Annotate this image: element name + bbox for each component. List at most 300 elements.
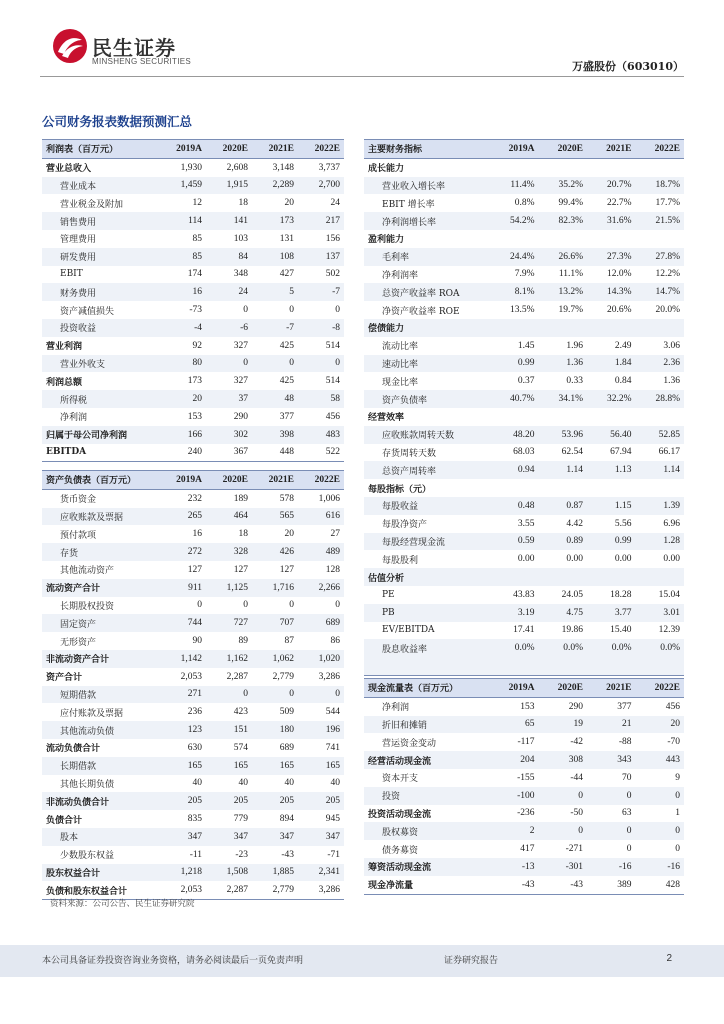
- table-row: [42, 739, 344, 757]
- cell-value: 0: [626, 844, 632, 855]
- cell-value: 32.2%: [587, 390, 636, 408]
- cell-value: -7: [252, 319, 298, 337]
- cell-value: 2,287: [206, 881, 252, 899]
- table-row: [364, 319, 684, 337]
- cell-value: 127: [187, 564, 202, 575]
- logo-english-name: MINSHENG SECURITIES: [92, 57, 192, 66]
- cell-value: 0.00: [566, 554, 583, 565]
- cell-value: 565: [252, 508, 298, 526]
- cell-value: -271: [565, 844, 583, 855]
- cell-value: 367: [206, 444, 252, 462]
- row-label: 流动资产合计: [42, 579, 160, 597]
- year-column-header: 2021E: [252, 471, 298, 490]
- cell-value: 835: [187, 814, 202, 825]
- cell-value: 271: [160, 686, 206, 704]
- cell-value: -43: [539, 876, 588, 894]
- row-label: 归属于母公司净利润: [42, 426, 160, 444]
- cell-value: 205: [206, 792, 252, 810]
- table-row: [364, 266, 684, 284]
- row-label: 负债合计: [46, 815, 83, 826]
- cell-value: 92: [192, 340, 202, 351]
- table-row: [364, 733, 684, 751]
- table-row: [364, 515, 684, 533]
- cell-value: 3.01: [636, 604, 685, 622]
- cell-value: 0: [206, 686, 252, 704]
- cell-value: [490, 408, 539, 426]
- cell-value: 427: [279, 269, 294, 280]
- cell-value: 0.99: [490, 355, 539, 373]
- cell-value: 0: [587, 822, 636, 840]
- logo-chinese-name: 民生证券: [92, 36, 176, 60]
- cell-value: -6: [206, 319, 252, 337]
- cell-value: 0.00: [517, 554, 535, 565]
- cell-value: 24.05: [561, 589, 583, 600]
- cell-value: 0.48: [490, 497, 539, 515]
- row-label: 存货: [42, 543, 160, 561]
- cell-value: 1.84: [587, 355, 636, 373]
- cell-value: [539, 479, 588, 497]
- cell-value: [490, 319, 539, 337]
- cell-value: 1.36: [663, 376, 680, 387]
- cell-value: 2,700: [298, 177, 344, 195]
- table-row: [42, 508, 344, 526]
- table-row: [42, 561, 344, 579]
- cell-value: 31.6%: [587, 212, 636, 230]
- cell-value: 70: [622, 772, 632, 783]
- cell-value: 3.06: [663, 340, 680, 351]
- cell-value: 1,915: [206, 177, 252, 195]
- cell-value: 1,885: [252, 864, 298, 882]
- cell-value: 54.2%: [490, 212, 539, 230]
- cell-value: 14.7%: [636, 283, 685, 301]
- row-label: 营业税金及附加: [60, 199, 124, 210]
- cell-value: 290: [568, 701, 583, 712]
- row-label: EBIT 增长率: [382, 199, 435, 210]
- key-ratios-table: [364, 139, 684, 676]
- table-row: [364, 769, 684, 787]
- cell-value: 0: [197, 600, 202, 611]
- table-row: [364, 355, 684, 373]
- cell-value: 27: [330, 529, 340, 540]
- cell-value: 205: [298, 792, 344, 810]
- cell-value: 173: [252, 212, 298, 230]
- year-column-header: 2019A: [160, 471, 206, 490]
- cell-value: 20.6%: [606, 305, 632, 316]
- cell-value: 15.04: [658, 589, 680, 600]
- cell-value: 0: [587, 787, 636, 805]
- year-column-header: 2021E: [587, 140, 636, 159]
- cell-value: -100: [490, 787, 539, 805]
- year-column-header: 2020E: [539, 140, 588, 159]
- cell-value: 7.9%: [514, 269, 535, 280]
- table-row: [42, 775, 344, 793]
- cell-value: 0: [636, 787, 685, 805]
- cell-value: 1.14: [539, 461, 588, 479]
- cell-value: 428: [636, 876, 685, 894]
- cell-value: 8.1%: [490, 283, 539, 301]
- cell-value: 173: [187, 376, 202, 387]
- income-statement-table: [42, 139, 344, 462]
- table-title-header: 利润表（百万元）: [42, 140, 160, 159]
- cell-value: 0: [539, 787, 588, 805]
- cell-value: 232: [187, 493, 202, 504]
- cell-value: 165: [160, 757, 206, 775]
- cell-value: [587, 479, 636, 497]
- cell-value: 18.28: [610, 589, 632, 600]
- table-row: [364, 479, 684, 497]
- row-label: 总资产周转率: [364, 461, 490, 479]
- cell-value: 21: [587, 716, 636, 734]
- cell-value: 2,779: [272, 671, 294, 682]
- cell-value: 2,289: [252, 177, 298, 195]
- row-label: 毛利率: [364, 248, 490, 266]
- cell-value: 1,020: [298, 650, 344, 668]
- table-header-row: [42, 471, 344, 490]
- cell-value: 1.15: [587, 497, 636, 515]
- cell-value: 67.94: [610, 447, 632, 458]
- table-row: [364, 604, 684, 622]
- year-column-header: 2020E: [206, 140, 252, 159]
- row-label: 投资: [364, 787, 490, 805]
- cell-value: 514: [325, 340, 340, 351]
- row-label: 其他长期负债: [60, 779, 115, 790]
- row-label: 经营效率: [368, 413, 405, 424]
- table-title-header: 资产负债表（百万元）: [42, 471, 160, 490]
- cell-value: 0: [243, 600, 248, 611]
- cell-value: 1,459: [160, 177, 206, 195]
- table-row: [42, 846, 344, 864]
- row-label: 所得税: [42, 390, 160, 408]
- cell-value: 744: [160, 614, 206, 632]
- row-label: 资本开支: [382, 774, 419, 785]
- cell-value: 348: [233, 269, 248, 280]
- cell-value: 17.41: [513, 625, 535, 636]
- year-column-header: 2021E: [252, 140, 298, 159]
- cell-value: -8: [298, 319, 344, 337]
- cell-value: 40: [238, 778, 248, 789]
- cell-value: [587, 568, 636, 586]
- cell-value: 1,142: [160, 650, 206, 668]
- cell-value: 347: [160, 828, 206, 846]
- cell-value: 426: [252, 543, 298, 561]
- cell-value: 14.3%: [587, 283, 636, 301]
- row-label: 股权募资: [364, 822, 490, 840]
- table-row: [364, 716, 684, 734]
- cell-value: 13.2%: [539, 283, 588, 301]
- row-label: 每股净资产: [382, 520, 428, 531]
- cell-value: [539, 408, 588, 426]
- table-row: [364, 639, 684, 657]
- row-label: 其他流动资产: [60, 566, 115, 577]
- cell-value: 40: [192, 778, 202, 789]
- cell-value: 0.89: [539, 533, 588, 551]
- cell-value: 0: [298, 355, 344, 373]
- row-label: EBIT: [60, 269, 83, 280]
- cell-value: 707: [252, 614, 298, 632]
- cell-value: 377: [279, 411, 294, 422]
- table-header-row: [42, 140, 344, 159]
- cell-value: 3.19: [490, 604, 539, 622]
- cell-value: 40: [330, 778, 340, 789]
- cell-value: 16: [192, 529, 202, 540]
- table-row: [364, 248, 684, 266]
- cell-value: 3,286: [318, 671, 340, 682]
- cell-value: 1.28: [636, 533, 685, 551]
- cell-value: 0.0%: [636, 639, 685, 657]
- row-label: 偿债能力: [364, 319, 490, 337]
- row-label: 每股指标（元）: [368, 484, 432, 495]
- table-row: [364, 158, 684, 176]
- cell-value: 137: [298, 248, 344, 266]
- cell-value: 456: [665, 701, 680, 712]
- row-label: 现金净流量: [364, 876, 490, 894]
- table-row: [42, 792, 344, 810]
- cell-value: 1.13: [587, 461, 636, 479]
- cell-value: [539, 230, 588, 248]
- cell-value: 2,287: [226, 671, 248, 682]
- minsheng-logo: [52, 28, 252, 70]
- cell-value: 180: [252, 721, 298, 739]
- cell-value: -44: [570, 772, 583, 783]
- row-label: 其他流动负债: [42, 721, 160, 739]
- table-row: [364, 697, 684, 715]
- cell-value: 544: [325, 707, 340, 718]
- cell-value: 2,053: [160, 881, 206, 899]
- cell-value: 0.84: [614, 376, 632, 387]
- year-column-header: 2022E: [298, 140, 344, 159]
- cell-value: [636, 158, 685, 176]
- row-label: 营业成本: [42, 177, 160, 195]
- cell-value: 2,341: [298, 864, 344, 882]
- cell-value: 456: [325, 411, 340, 422]
- cell-value: 12: [192, 198, 202, 209]
- cell-value: 156: [325, 233, 340, 244]
- row-label: 现金比率: [382, 377, 419, 388]
- cell-value: 240: [160, 444, 206, 462]
- table-row: [42, 390, 344, 408]
- cell-value: 114: [160, 212, 206, 230]
- cell-value: 327: [233, 340, 248, 351]
- row-label: 利润总额: [46, 377, 83, 388]
- spacer-cell: [636, 657, 685, 675]
- cell-value: 48: [252, 390, 298, 408]
- cell-value: 3,737: [318, 162, 340, 173]
- row-label: 成长能力: [368, 164, 405, 175]
- cell-value: 502: [325, 269, 340, 280]
- row-label: 营业总收入: [46, 164, 92, 175]
- cell-value: 630: [187, 742, 202, 753]
- cell-value: 87: [284, 636, 294, 647]
- cell-value: 65: [490, 716, 539, 734]
- cell-value: 398: [252, 426, 298, 444]
- table-row: [364, 212, 684, 230]
- table-row: [42, 668, 344, 686]
- cell-value: 0: [298, 686, 344, 704]
- cell-value: 18: [238, 529, 248, 540]
- cell-value: 0: [289, 305, 294, 316]
- cell-value: 127: [233, 564, 248, 575]
- cell-value: [539, 158, 588, 176]
- cell-value: 0.0%: [587, 639, 636, 657]
- cell-value: 945: [325, 814, 340, 825]
- cell-value: 0.37: [517, 376, 535, 387]
- cell-value: 20: [636, 716, 685, 734]
- table-row: [364, 283, 684, 301]
- table-row: [42, 177, 344, 195]
- table-row: [42, 319, 344, 337]
- cell-value: 17.7%: [655, 198, 680, 209]
- year-column-header: 2022E: [636, 679, 685, 698]
- cell-value: -236: [517, 808, 535, 819]
- company-ticker: 万盛股份（603010）: [572, 60, 684, 73]
- year-column-header: 2020E: [206, 471, 252, 490]
- cell-value: 63: [622, 808, 632, 819]
- cell-value: -73: [189, 305, 202, 316]
- cell-value: -16: [636, 858, 685, 876]
- cell-value: 302: [206, 426, 252, 444]
- cell-value: [636, 479, 685, 497]
- cell-value: 0: [252, 686, 298, 704]
- table-row: [364, 194, 684, 212]
- cell-value: -50: [570, 808, 583, 819]
- row-label: 净利润: [60, 413, 88, 424]
- cell-value: 265: [160, 508, 206, 526]
- cell-value: 28.8%: [636, 390, 685, 408]
- cell-value: 123: [160, 721, 206, 739]
- spacer-cell: [490, 657, 539, 675]
- table-row: [42, 194, 344, 212]
- cell-value: 0: [335, 305, 340, 316]
- cell-value: 417: [520, 844, 535, 855]
- cell-value: 0.0%: [539, 639, 588, 657]
- cell-value: 1,162: [206, 650, 252, 668]
- cell-value: 12.39: [658, 625, 680, 636]
- cell-value: [490, 568, 539, 586]
- row-label: 总资产收益率 ROA: [364, 283, 490, 301]
- cell-value: 343: [587, 751, 636, 769]
- balance-sheet-table: [42, 470, 344, 900]
- cell-value: [636, 230, 685, 248]
- cell-value: 35.2%: [539, 177, 588, 195]
- row-label: 每股经营现金流: [364, 533, 490, 551]
- cell-value: [587, 158, 636, 176]
- cell-value: 1.14: [636, 461, 685, 479]
- cell-value: 9: [675, 772, 680, 783]
- cell-value: 377: [617, 701, 632, 712]
- year-column-header: 2020E: [539, 679, 588, 698]
- cell-value: 205: [160, 792, 206, 810]
- cell-value: 423: [233, 707, 248, 718]
- spacer-cell: [539, 657, 588, 675]
- cell-value: -301: [539, 858, 588, 876]
- cell-value: 12.0%: [606, 269, 632, 280]
- cell-value: 85: [192, 233, 202, 244]
- cell-value: 4.42: [566, 518, 583, 529]
- table-row: [42, 426, 344, 444]
- header-divider: [40, 76, 684, 77]
- cell-value: -7: [298, 283, 344, 301]
- cell-value: 18: [238, 198, 248, 209]
- table-row: [42, 248, 344, 266]
- cell-value: 0: [289, 600, 294, 611]
- table-row: [364, 568, 684, 586]
- cell-value: 0.94: [490, 461, 539, 479]
- cell-value: 24.4%: [490, 248, 539, 266]
- cell-value: 347: [298, 828, 344, 846]
- year-column-header: 2022E: [298, 471, 344, 490]
- cell-value: -4: [160, 319, 206, 337]
- row-label: 筹资活动现金流: [364, 858, 490, 876]
- cell-value: 2.49: [614, 340, 632, 351]
- cell-value: 1,006: [318, 493, 340, 504]
- cell-value: 40.7%: [490, 390, 539, 408]
- cell-value: 34.1%: [539, 390, 588, 408]
- cell-value: 741: [325, 742, 340, 753]
- cell-value: 0: [206, 355, 252, 373]
- cell-value: 389: [587, 876, 636, 894]
- cell-value: 53.96: [539, 426, 588, 444]
- cell-value: 127: [279, 564, 294, 575]
- cell-value: 689: [279, 742, 294, 753]
- cell-value: 68.03: [513, 447, 535, 458]
- row-label: 资产合计: [46, 673, 83, 684]
- cell-value: 217: [298, 212, 344, 230]
- table-row: [364, 390, 684, 408]
- cell-value: 1,508: [206, 864, 252, 882]
- cell-value: 6.96: [663, 518, 680, 529]
- row-label: 流动负债合计: [46, 744, 101, 755]
- cell-value: -13: [490, 858, 539, 876]
- cell-value: -43: [490, 876, 539, 894]
- row-label: 应收账款及票据: [42, 508, 160, 526]
- cell-value: 153: [187, 411, 202, 422]
- cell-value: 1,218: [160, 864, 206, 882]
- cell-value: 0.00: [663, 554, 680, 565]
- row-label: 货币资金: [60, 495, 97, 506]
- row-label: 营业收入增长率: [364, 177, 490, 195]
- row-label: 每股股利: [382, 555, 419, 566]
- table-row: [364, 408, 684, 426]
- cell-value: 20.0%: [655, 305, 680, 316]
- cell-value: 103: [233, 233, 248, 244]
- table-row: [42, 355, 344, 373]
- cell-value: 19.86: [561, 625, 583, 636]
- table-row: [364, 177, 684, 195]
- cell-value: 911: [160, 579, 206, 597]
- table-row: [42, 158, 344, 176]
- cell-value: 689: [298, 614, 344, 632]
- row-label: EBITDA: [42, 444, 160, 462]
- row-label: 财务费用: [42, 283, 160, 301]
- cell-value: 153: [520, 701, 535, 712]
- table-row: [364, 805, 684, 823]
- table-row: [364, 876, 684, 894]
- cell-value: 509: [279, 707, 294, 718]
- cell-value: 58: [298, 390, 344, 408]
- cell-value: 141: [206, 212, 252, 230]
- cell-value: 1,062: [252, 650, 298, 668]
- row-label: 净资产收益率 ROE: [382, 306, 460, 317]
- cell-value: 204: [490, 751, 539, 769]
- table-row: [42, 408, 344, 426]
- cell-value: 0: [636, 822, 685, 840]
- table-row: [364, 301, 684, 319]
- cell-value: 0.33: [566, 376, 583, 387]
- cell-value: 3,148: [272, 162, 294, 173]
- row-label: 应付账款及票据: [60, 708, 124, 719]
- row-label: 长期借款: [42, 757, 160, 775]
- cell-value: 108: [252, 248, 298, 266]
